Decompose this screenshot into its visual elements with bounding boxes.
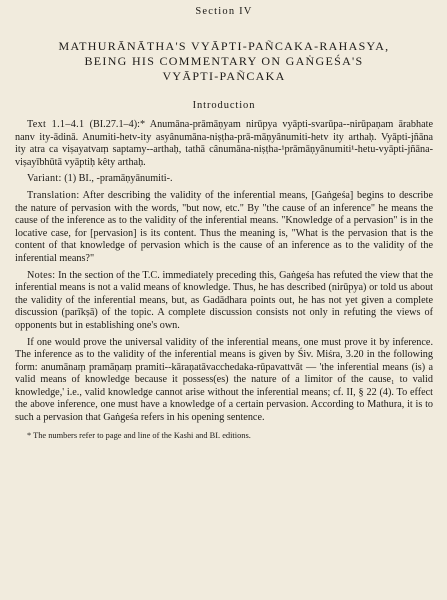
- chapter-title: [15, 39, 433, 84]
- translation-label: Translation:: [27, 189, 80, 201]
- introduction-heading: Introduction: [192, 100, 256, 111]
- footnote: * The numbers refer to page and line of the Kashi and BI. editions.: [27, 430, 251, 440]
- chapter-title-line-2: BEING HIS COMMENTARY ON GAṄGEŚA'S: [84, 54, 364, 68]
- variant-paragraph: [15, 173, 433, 186]
- variant-body: (1) BI., -pramāṇyānumiti-.: [64, 173, 173, 185]
- variant-label: Variant:: [27, 173, 62, 185]
- sanskrit-text-body: (BI.27.1–4):* Anumāna-prāmāṇyam nirūpya vyāpti-svarūpa--nirūpaṇam ārabhate nanv ity-ādinā. Anumiti-hetv-ity asyânumāna-niṣṭha-prā-māṇyânumiti-hetv ity arthaḥ. Vyāpti-jñāna ity atra ca viṣayatvaṃ saptamy--arthaḥ, tathā cânumāna-niṣṭha-¹prāmāṇyânumiti¹-hetu-vyāpti-jñāna-viṣayībhūtā vyāptiḥ kêty arthaḥ.: [15, 119, 433, 168]
- notes-label: Notes:: [27, 269, 56, 281]
- section-label: Section IV: [195, 6, 253, 17]
- translation-paragraph: [15, 190, 433, 266]
- chapter-title-line-3: VYĀPTI-PAÑCAKA: [162, 69, 286, 83]
- translation-body: After describing the validity of the inferential means, [Gaṅgeśa] begins to describe the nature of pervasion with the words, "but now, etc." By "the cause of an inference" he means the cause of the inference as to the validity of the inferential means. "Knowledge of a pervasion" is in the locative case, for [pervasion] is its content. Thus the meaning is, "What is the pervasion that is the content of that knowledge of pervasion which is the cause of an inference as to the validity of the inferential means?": [15, 189, 434, 264]
- text-label: Text 1.1–4.1: [27, 119, 85, 130]
- body-paragraph: If one would prove the universal validity of the inferential means, one must prove it by inference. The inference as to the validity of the inferential means is given by Śiv. Miśra, 3.20 in the following form: anumānaṃ pramāṇaṃ pramiti--kāraṇatāvacchedaka-rūpavattvāt — 'the inferential means (is) a valid means of knowledge because it possess(es) the nature of a limitor of the cause₁ to valid knowledge,' i.e., valid knowledge cannot arise without the inferential means; cf. II, § 22 (4). To effect the above inference, one must have a knowledge of a certain pervasion. According to Mathura, it is to such a pervasion that Gaṅgeśa refers in his opening sentence.: [15, 336, 433, 424]
- sanskrit-text-paragraph: [15, 119, 433, 169]
- notes-paragraph: [15, 270, 433, 333]
- chapter-title-line-1: MATHURĀNĀTHA'S VYĀPTI-PAÑCAKA-RAHASYA,: [58, 39, 390, 53]
- notes-body: In the section of the T.C. immediately preceding this, Gaṅgeśa has refuted the view that the inferential means is not a valid means of knowledge. Thus, he has described (nirūpya) or told us about the validity of the inferential means, but, as Gadādhara points out, he has not yet given a complete discussion (parīkṣā) of the topic. A complete discussion consists not only in refuting the views of opponents but in establishing one's own.: [15, 269, 434, 331]
